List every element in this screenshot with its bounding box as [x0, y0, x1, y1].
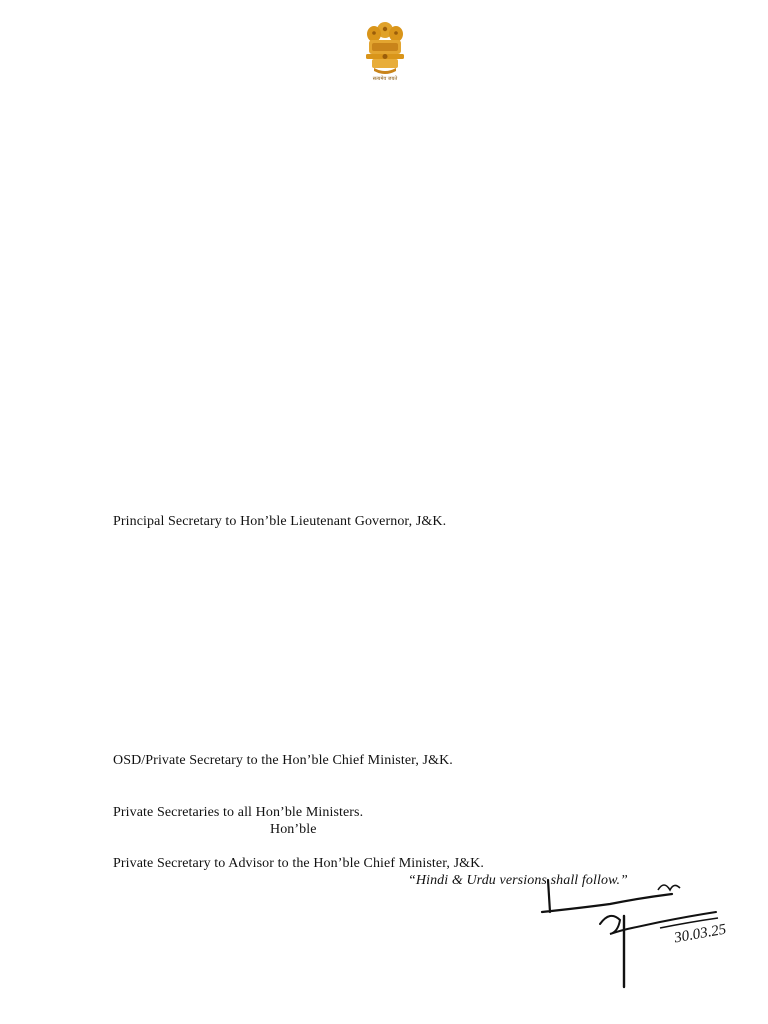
- recipient-line-honble: Hon’ble: [270, 822, 317, 837]
- handwritten-signature-icon: [540, 872, 750, 992]
- recipient-line-private-secretaries-ministers: Private Secretaries to all Hon’ble Ministers.: [113, 805, 364, 820]
- recipient-line-osd-chief-minister: OSD/Private Secretary to the Hon’ble Chief Minister, J&K.: [113, 753, 453, 768]
- emblem-motto: सत्यमेव जयते: [372, 76, 398, 82]
- recipient-line-advisor: Private Secretary to Advisor to the Hon’ble Chief Minister, J&K.: [113, 856, 484, 871]
- recipient-line-principal-secretary: Principal Secretary to Hon’ble Lieutenant Governor, J&K.: [113, 514, 447, 529]
- signature-date: 30.03.25: [673, 921, 728, 947]
- translation-note: “Hindi & Urdu versions shall follow.”: [408, 873, 628, 888]
